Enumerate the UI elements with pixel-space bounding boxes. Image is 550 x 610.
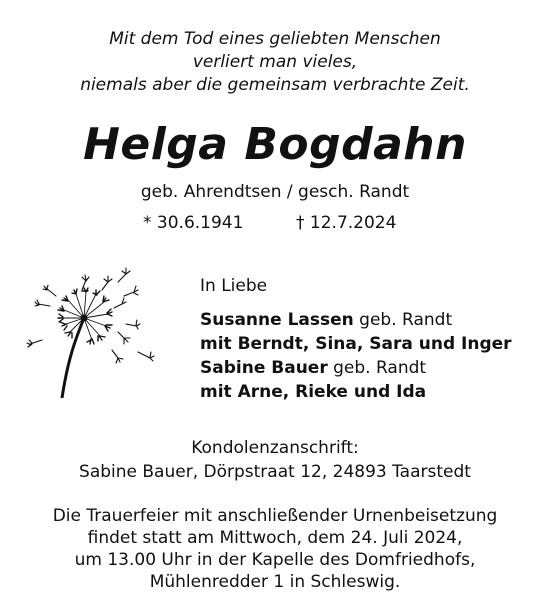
mourner-line-1-name: Susanne Lassen <box>200 310 354 330</box>
mourner-line-2 <box>200 332 540 356</box>
mourner-line-4-name: mit Arne, Rieke und Ida <box>200 382 427 402</box>
mourner-line-3-name: Sabine Bauer <box>200 358 328 378</box>
mourner-line-1 <box>200 308 540 332</box>
condolence-label: Kondolenzanschrift: <box>191 438 359 458</box>
quote-line-3: niemals aber die gemeinsam verbrachte Zeit. <box>80 75 470 95</box>
deceased-name: Helga Bogdahn <box>83 119 467 170</box>
funeral-line-4: Mühlenredder 1 in Schleswig. <box>149 572 401 592</box>
funeral-line-1: Die Trauerfeier mit anschließender Urnenbeisetzung <box>52 506 498 526</box>
quote-line-2: verliert man vieles, <box>192 52 358 72</box>
mourners-block <box>200 274 540 404</box>
quote-line-1: Mit dem Tod eines geliebten Menschen <box>109 29 441 49</box>
birth-date: * 30.6.1941 <box>143 213 244 233</box>
mourners-intro: In Liebe <box>200 276 268 296</box>
mourner-line-4 <box>200 380 540 404</box>
maiden-names: geb. Ahrendtsen / gesch. Randt <box>140 182 410 202</box>
mourner-line-3 <box>200 356 540 380</box>
dandelion-icon <box>24 258 184 398</box>
mourner-line-2-name: mit Berndt, Sina, Sara und Inger <box>200 334 512 354</box>
condolence-address <box>0 436 550 484</box>
mourner-line-1-note: geb. Randt <box>353 310 453 330</box>
funeral-line-3: um 13.00 Uhr in der Kapelle des Domfriedhofs, <box>74 550 476 570</box>
mourner-line-3-note: geb. Randt <box>327 358 427 378</box>
funeral-line-2: findet statt am Mittwoch, dem 24. Juli 2024, <box>87 528 463 548</box>
funeral-info <box>0 505 550 593</box>
death-date: † 12.7.2024 <box>296 213 397 233</box>
condolence-address-line: Sabine Bauer, Dörpstraat 12, 24893 Taarstedt <box>79 462 471 482</box>
memorial-quote <box>0 28 550 97</box>
